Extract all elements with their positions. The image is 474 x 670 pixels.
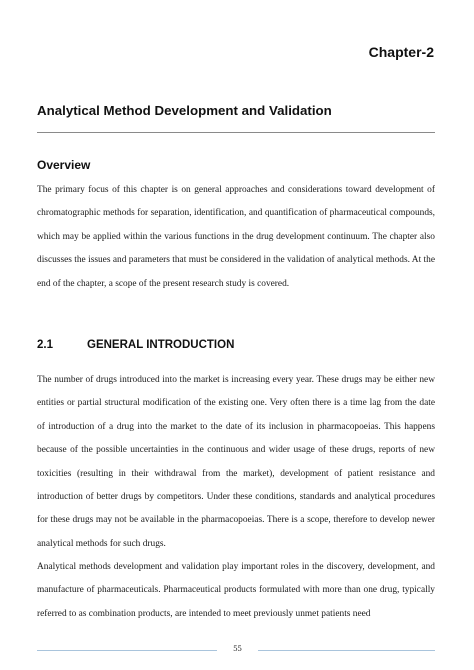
section-number: 2.1 bbox=[37, 339, 53, 351]
overview-heading: Overview bbox=[37, 158, 91, 172]
section-paragraph-1: The number of drugs introduced into the market is increasing every year. These drugs may be either new entities or partial structural modification of the existing one. Very often there is a time lag from the date of introduction of a drug into the market to the date of its inclusion in pharmacopoeias. This happens because of the possible uncertainties in the continuous and wider usage of these drugs, reports of new toxicities (resulting in their withdrawal from the market), development of patient resistance and introduction of better drugs by competitors. Under these conditions, standards and analytical procedures for these drugs may not be available in the pharmacopoeias. There is a scope, therefore to develop newer analytical methods for such drugs. bbox=[37, 375, 435, 549]
page-number: 55 bbox=[233, 643, 242, 653]
overview-paragraph: The primary focus of this chapter is on general approaches and considerations toward development of chromatographic methods for separation, identification, and quantification of pharmaceutical compounds, which may be applied within the various functions in the drug development continuum. The chapter also discusses the issues and parameters that must be considered in the validation of analytical methods. At the end of the chapter, a scope of the present research study is covered. bbox=[37, 185, 435, 289]
footer-rule-left bbox=[37, 650, 217, 651]
chapter-title: Analytical Method Development and Validation bbox=[37, 103, 332, 118]
section-title: GENERAL INTRODUCTION bbox=[87, 339, 235, 351]
chapter-label: Chapter-2 bbox=[368, 44, 434, 60]
footer-rule-right bbox=[258, 650, 435, 651]
title-divider bbox=[37, 132, 435, 133]
section-paragraph-2: Analytical methods development and validation play important roles in the discovery, development, and manufacture of pharmaceuticals. Pharmaceutical products formulated with more than one drug, typically referred to as combination products, are intended to meet previously unmet patients need bbox=[37, 562, 435, 619]
section-heading bbox=[37, 339, 234, 351]
